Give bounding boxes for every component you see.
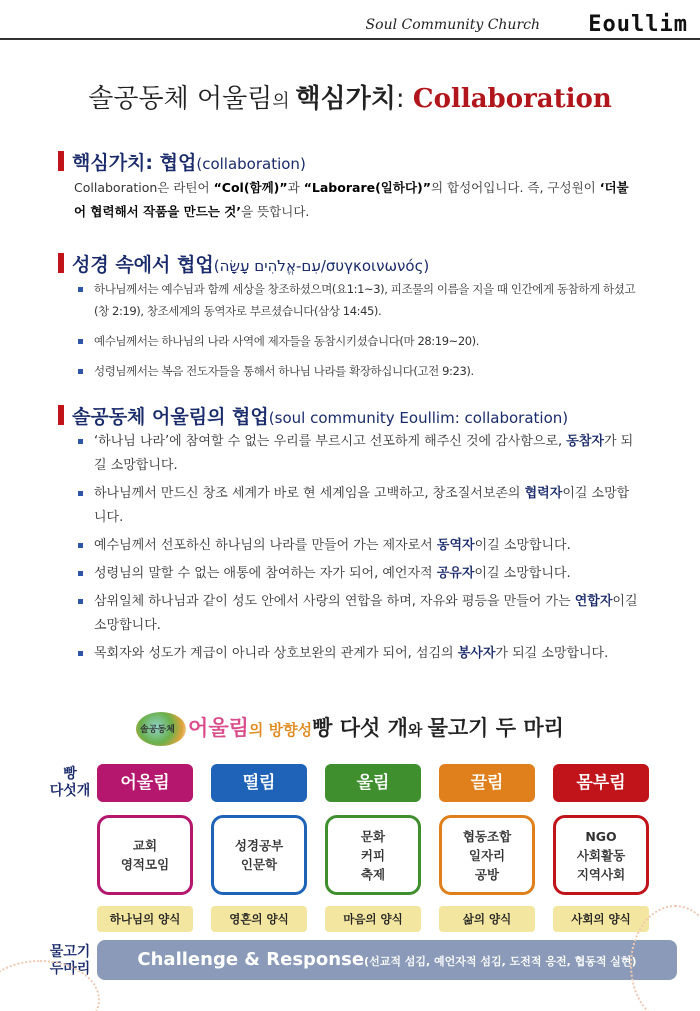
page-title [0, 78, 700, 115]
way-label: 마음의 양식 [325, 906, 421, 932]
title-english: Collaboration [412, 84, 612, 114]
para-bold: “Col(함께)” [213, 180, 288, 195]
section1-paragraph [74, 176, 640, 224]
vision-part2: 의 방향성 [248, 721, 313, 739]
challenge-main: Challenge & Response [137, 949, 365, 970]
challenge-response-bar [97, 940, 677, 980]
item-text: 가 되길 소망합니다. [94, 434, 634, 473]
para-text: 과 [287, 180, 304, 195]
vision-part4: 와 [407, 721, 428, 739]
section3-list [74, 430, 640, 670]
vision-heading [0, 712, 700, 746]
way-label: 삶의 양식 [439, 906, 535, 932]
section1-heading [58, 148, 306, 176]
section1-heading-text: 핵심가치: 협업 [72, 152, 197, 174]
item-text: 이길 소망합니다. [474, 566, 571, 581]
vision-part3: 빵 다섯 개 [312, 716, 408, 740]
page-header [0, 0, 700, 40]
logo-text: 솔공동체 [140, 725, 175, 735]
item-text: 삼위일체 하나님과 같이 성도 안에서 사랑의 연합을 하며, 자유와 평등을 만들어 가는 [94, 594, 575, 609]
bread-label-line: 빵 [63, 766, 77, 782]
item-text: 하나님께서 만드신 창조 세계가 바로 현 세계임을 고백하고, 창조질서보존의 [94, 486, 525, 501]
item-highlight: 봉사자 [457, 646, 496, 661]
bread-label [40, 766, 100, 800]
category-eoullim: 어울림 [97, 764, 193, 802]
way-label: 영혼의 양식 [211, 906, 307, 932]
item-highlight: 연합자 [574, 594, 613, 609]
list-item [74, 562, 640, 586]
way-label: 하나님의 양식 [97, 906, 193, 932]
category-box [325, 815, 421, 895]
category-box [211, 815, 307, 895]
way-label: 사회의 양식 [553, 906, 649, 932]
category-tteollim: 떨림 [211, 764, 307, 802]
list-item [74, 590, 640, 638]
section3-heading-sub: (soul community Eoullim: collaboration) [268, 409, 569, 427]
item-text: 성령님의 말할 수 없는 애통에 참여하는 자가 되어, 예언자적 [94, 566, 437, 581]
vision-part1: 어울림 [188, 716, 249, 740]
box-item: 지역사회 [576, 866, 626, 882]
item-text: 이길 소망합니다. [474, 538, 571, 553]
para-bold: “Laborare(일하다)” [303, 180, 431, 195]
box-item: 교회 [132, 838, 158, 853]
list-item [74, 534, 640, 558]
item-highlight: 동역자 [436, 538, 475, 553]
item-text: 이길 소망합니다. [94, 486, 630, 525]
box-item: 협동조합 [462, 828, 512, 844]
section2-heading [58, 250, 429, 278]
title-part3: 핵심가치 [295, 84, 396, 114]
box-item: 성경공부 [234, 838, 284, 853]
item-highlight: 협력자 [524, 486, 563, 501]
section-marker [58, 253, 64, 273]
para-text: 을 뜻합니다. [241, 204, 310, 219]
box-item: 영적모임 [120, 857, 170, 872]
box-item: 축제 [360, 866, 386, 882]
list-item [74, 430, 640, 478]
para-text: 의 합성어입니다. 즉, 구성원이 [430, 180, 600, 195]
fish-label-line: 두마리 [49, 961, 91, 977]
category-momburim: 몸부림 [553, 764, 649, 802]
para-text: Collaboration은 라틴어 [74, 180, 214, 195]
box-item: 커피 [360, 847, 386, 863]
item-text: 예수님께서 선포하신 하나님의 나라를 만들어 가는 제자로서 [94, 538, 437, 553]
section-marker [58, 405, 64, 425]
church-name: Soul Community Church [365, 17, 540, 33]
para-bold: ‘더불어 협력해서 작품을 만드는 것’ [74, 180, 629, 219]
box-item: 문화 [360, 828, 386, 844]
item-text: 가 되길 소망합니다. [495, 646, 609, 661]
title-part2: 의 [272, 91, 296, 112]
item-highlight: 공유자 [436, 566, 475, 581]
category-kkeullim: 끌림 [439, 764, 535, 802]
category-box [97, 815, 193, 895]
title-part4: : [395, 84, 413, 114]
box-item: NGO [585, 828, 617, 844]
list-item: 하나님께서는 예수님과 함께 세상을 창조하셨으며(요1:1~3), 피조물의 이름을 지을 때 인간에게 동참하게 하셨고(창 2:19), 창조세계의 동역자로 부르셨습니다(삼상 14:45). [74, 278, 640, 322]
list-item: 예수님께서는 하나님의 나라 사역에 제자들을 동참시키셨습니다(마 28:19~20). [74, 330, 640, 352]
section-marker [58, 151, 64, 171]
item-text: 목회자와 성도가 계급이 아니라 상호보완의 관계가 되어, 섬김의 [94, 646, 458, 661]
list-item [74, 482, 640, 530]
section2-list [74, 278, 640, 390]
brand-logo-text: Eoullim [588, 12, 688, 37]
category-ullim: 울림 [325, 764, 421, 802]
box-item: 사회활동 [576, 847, 626, 863]
item-text: 이길 소망합니다. [94, 594, 638, 633]
box-item: 인문학 [240, 857, 278, 872]
title-part1: 솔공동체 어울림 [88, 84, 273, 114]
item-text: ‘하나님 나라’에 참여할 수 없는 우리를 부르시고 선포하게 해주신 것에 감사함으로, [94, 434, 567, 449]
list-item: 성령님께서는 복음 전도자들을 통해서 하나님 나라를 확장하십니다(고전 9:23). [74, 360, 640, 382]
vision-part5: 물고기 두 마리 [427, 716, 564, 740]
box-item: 공방 [474, 866, 500, 882]
category-box [553, 815, 649, 895]
section3-heading-text: 솔공동체 어울림의 협업 [72, 406, 269, 428]
bread-label-line: 다섯개 [49, 783, 91, 799]
section3-heading [58, 402, 568, 430]
challenge-detail: (선교적 섬김, 예언자적 섬김, 도전적 응전, 협동적 실현) [364, 955, 637, 968]
box-item: 일자리 [468, 847, 506, 863]
item-highlight: 동참자 [566, 434, 604, 449]
section1-heading-sub: (collaboration) [196, 155, 306, 173]
list-item [74, 642, 640, 666]
section2-heading-sub: (עִם-אֱלֹהִים עָשָׂה/συγκοινωνός) [213, 257, 430, 275]
category-box [439, 815, 535, 895]
section2-heading-text: 성경 속에서 협업 [72, 254, 214, 276]
fish-label-line: 물고기 [49, 944, 91, 960]
eoullim-logo-icon [136, 712, 186, 746]
